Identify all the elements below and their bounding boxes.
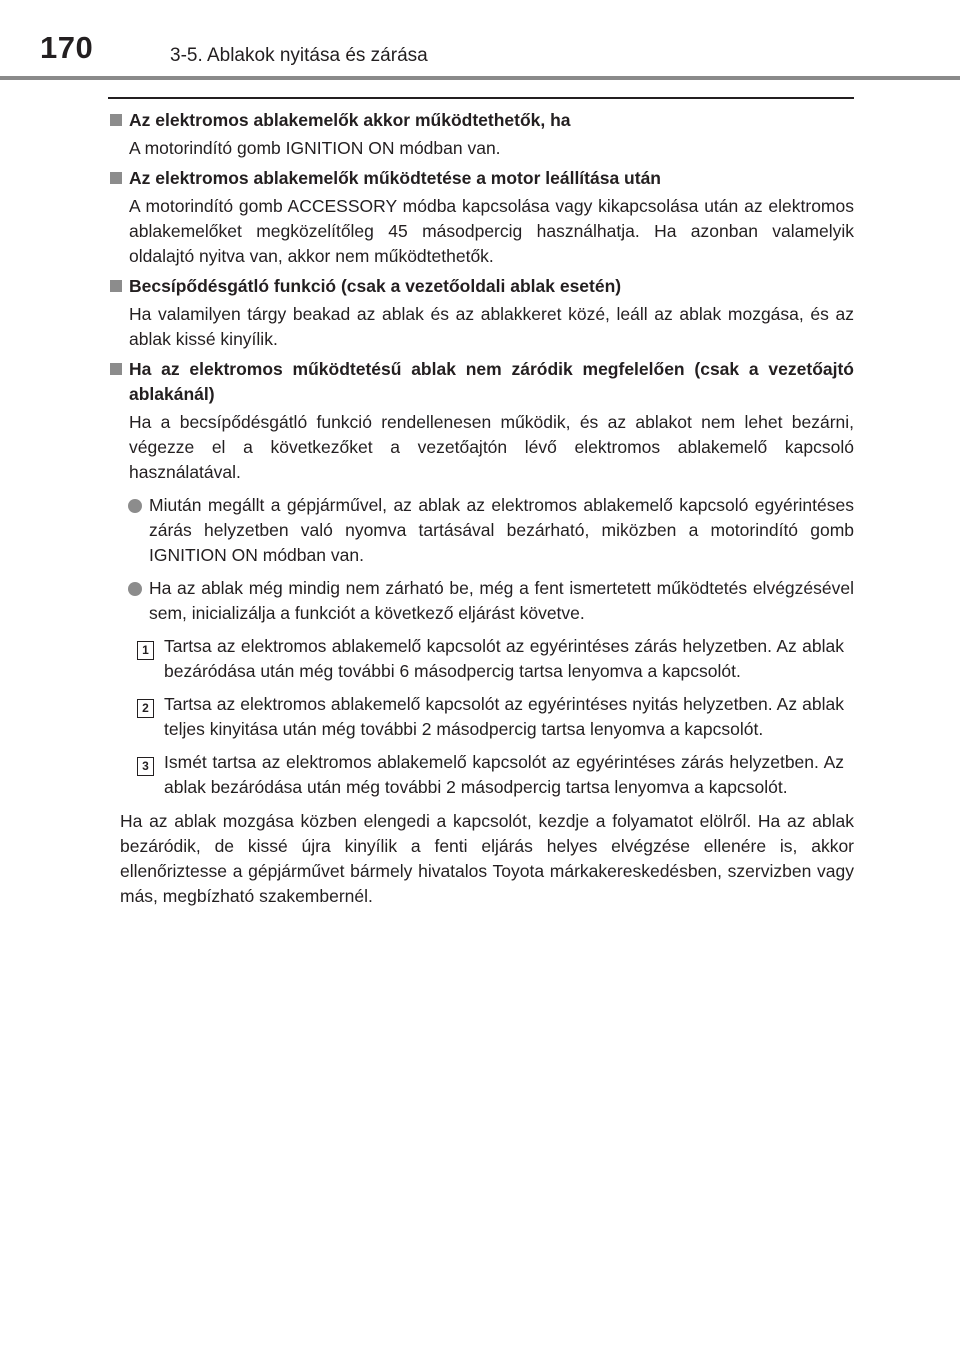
- bullet-text: Ha az ablak még mindig nem zárható be, még a fent ismertetett működtetés elvégzésével sem, inicializálja a funkciót a következő eljárást követve.: [149, 578, 854, 623]
- section-heading-text: Az elektromos ablakemelők működtetése a motor leállítása után: [129, 168, 661, 188]
- section-heading-text: Becsípődésgátló funkció (csak a vezetőoldali ablak esetén): [129, 276, 622, 296]
- section-heading-text: Ha az elektromos működtetésű ablak nem záródik megfelelően (csak a vezetőajtó ablakánál): [129, 359, 854, 404]
- section-body: A motorindító gomb IGNITION ON módban van.: [129, 138, 501, 158]
- section-heading-text: Az elektromos ablakemelők akkor működtethetők, ha: [129, 110, 571, 130]
- section-heading: [108, 108, 854, 133]
- main-content: [108, 108, 854, 909]
- section-body: Ha valamilyen tárgy beakad az ablak és az ablakkeret közé, leáll az ablak mozgása, és az ablak kissé kinyílik.: [129, 304, 854, 349]
- section-body: Ha a becsípődésgátló funkció rendellenesen működik, és az ablakot nem lehet bezárni, végezze el a következőket a vezetőajtón lévő elektromos ablakemelő kapcsoló használatával.: [129, 412, 854, 482]
- closing-paragraph: Ha az ablak mozgása közben elengedi a kapcsolót, kezdje a folyamatot elölről. Ha az ablak bezáródik, de kissé újra kinyílik a fenti eljárás helyes elvégzése ellenére is, akkor ellenőriztesse a gépjárművet bármely hivatalos Toyota márkakereskedésben, szervizben vagy más, megbízható szakembernél.: [120, 811, 854, 906]
- section-heading: [108, 274, 854, 299]
- bullet-item: [108, 493, 854, 568]
- page-header: [0, 0, 960, 74]
- step-item: [108, 750, 854, 800]
- step-number-badge: 1: [137, 641, 154, 660]
- step-text: Ismét tartsa az elektromos ablakemelő kapcsolót az egyérintéses zárás helyzetben. Az ablak bezáródása után még további 2 másodpercig tartsa lenyomva a kapcsolót.: [164, 752, 844, 797]
- step-item: [108, 634, 854, 684]
- content-divider: [108, 97, 854, 99]
- section-heading: [108, 357, 854, 407]
- section-body: A motorindító gomb ACCESSORY módba kapcsolása vagy kikapcsolása után az elektromos ablakemelőket megközelítőleg 45 másodpercig használhatja. Ha azonban valamelyik oldalajtó nyitva van, akkor nem működtethetők.: [129, 196, 854, 266]
- step-number-badge: 3: [137, 757, 154, 776]
- section-title: 3-5. Ablakok nyitása és zárása: [170, 45, 428, 66]
- section-heading: [108, 166, 854, 191]
- bullet-item: [108, 576, 854, 626]
- square-bullet-icon: [110, 363, 122, 375]
- bullet-text: Miután megállt a gépjárművel, az ablak az elektromos ablakemelő kapcsoló egyérintéses zárás helyzetben való nyomva tartásával bezárható, miközben a motorindító gomb IGNITION ON módban van.: [149, 495, 854, 565]
- square-bullet-icon: [110, 172, 122, 184]
- step-text: Tartsa az elektromos ablakemelő kapcsolót az egyérintéses nyitás helyzetben. Az ablak teljes kinyitása után még további 2 másodpercig tartsa lenyomva a kapcsolót.: [164, 694, 844, 739]
- page-number: 170: [40, 30, 94, 65]
- step-number-badge: 2: [137, 699, 154, 718]
- square-bullet-icon: [110, 114, 122, 126]
- circle-bullet-icon: [128, 582, 142, 596]
- square-bullet-icon: [110, 280, 122, 292]
- step-item: [108, 692, 854, 742]
- circle-bullet-icon: [128, 499, 142, 513]
- step-text: Tartsa az elektromos ablakemelő kapcsolót az egyérintéses zárás helyzetben. Az ablak bezáródása után még további 6 másodpercig tartsa lenyomva a kapcsolót.: [164, 636, 844, 681]
- header-divider: [0, 76, 960, 80]
